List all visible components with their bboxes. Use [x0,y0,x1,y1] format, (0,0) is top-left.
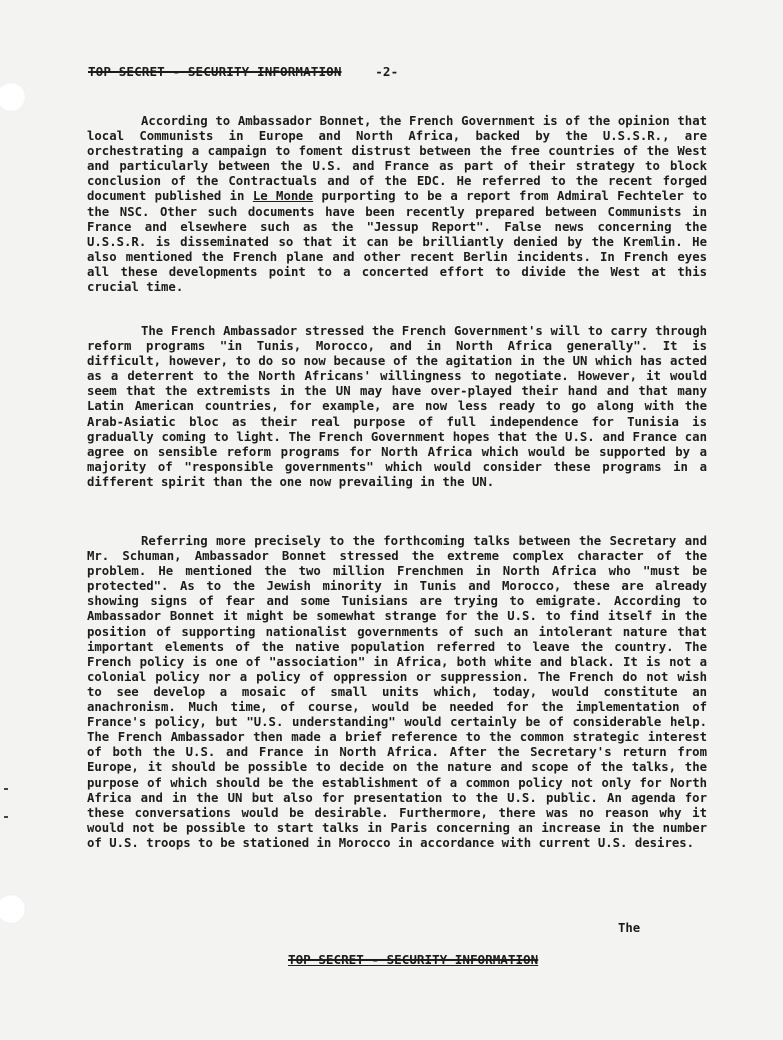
paragraph-3 [87,534,707,851]
paragraph-2-text: The French Ambassador stressed the French Government's will to carry through reform programs "in Tunis, Morocco, and in North Africa generally". It is difficult, however, to do so now because of the agitation in the UN which has acted as a deterrent to the North Africans' willingness to negotiate. However, it would seem that the extremists in the UN may have over-played their hand and that many Latin American countries, for example, are now less ready to go along with the Arab-Asiatic bloc as their real purpose of full independence for Tunisia is gradually coming to light. The French Government hopes that the U.S. and France can agree on sensible reform programs for North Africa which would be supported by a majority of "responsible governments" which would consider these programs in a different spirit than the one now prevailing in the UN. [87,324,707,489]
paragraph-1-text-b: purporting to be a report from Admiral Fechteler to the NSC. Other such documents have been recently prepared between Communists in France and elsewhere such as the "Jessup Report". False news concerning the U.S.S.R. is disseminated so that it can be brilliantly denied by the Kremlin. He also mentioned the French plane and other recent Berlin incidents. In French eyes all these developments point to a concerted effort to divide the West at this crucial time. [87,189,708,295]
page-number: -2- [375,64,399,79]
paragraph-3-text: Referring more precisely to the forthcoming talks between the Secretary and Mr. Schuman, Ambassador Bonnet stressed the extreme complex character of the problem. He mentioned the two million Frenchmen in North Africa who "must be protected". As to the Jewish minority in Tunis and Morocco, these are already showing signs of fear and some Tunisians are trying to emigrate. According to Ambassador Bonnet it might be somewhat strange for the U.S. to find itself in the position of supporting nationalist governments of such an intolerant nature that important elements of the native population referred to leave the country. The French policy is one of "association" in Africa, both white and black. It is not a colonial policy nor a policy of oppression or suppression. The French do not wish to see develop a mosaic of small units which, today, would constitute an anachronism. Much time, of course, would be needed for the implementation of France's policy, but "U.S. understanding" would certainly be of considerable help. The French Ambassador then made a brief reference to the common strategic interest of both the U.S. and France in North Africa. After the Secretary's return from Europe, it should be possible to decide on the nature and scope of the talks, the purpose of which should be the establishment of a common policy not only for North Africa and in the UN but also for presentation to the U.S. public. An agenda for these conversations would be desirable. Furthermore, there was no reason why it would not be possible to start talks in Paris concerning an increase in the number of U.S. troops to be stationed in Morocco in accordance with current U.S. desires. [87,534,707,850]
page-footer [288,952,538,967]
punch-hole [0,82,26,112]
paragraph-1-text-a: According to Ambassador Bonnet, the French Government is of the opinion that local Communists in Europe and North Africa, backed by the U.S.S.R., are orchestrating a campaign to foment distrust between the free countries of the West and particularly between the U.S. and France as part of their strategy to block conclusion of the Contractuals and of the EDC. He referred to the recent forged document published in [87,114,707,204]
footer-classification: TOP SECRET - SECURITY INFORMATION [288,952,539,967]
margin-mark [4,816,8,818]
paragraph-1 [87,114,707,295]
punch-hole [0,894,26,924]
paragraph-2 [87,324,707,490]
header-classification: TOP SECRET - SECURITY INFORMATION [88,64,342,79]
catchword: The [618,921,641,935]
newspaper-title: Le Monde [252,189,314,204]
page-header [88,64,398,79]
margin-mark [4,788,8,790]
